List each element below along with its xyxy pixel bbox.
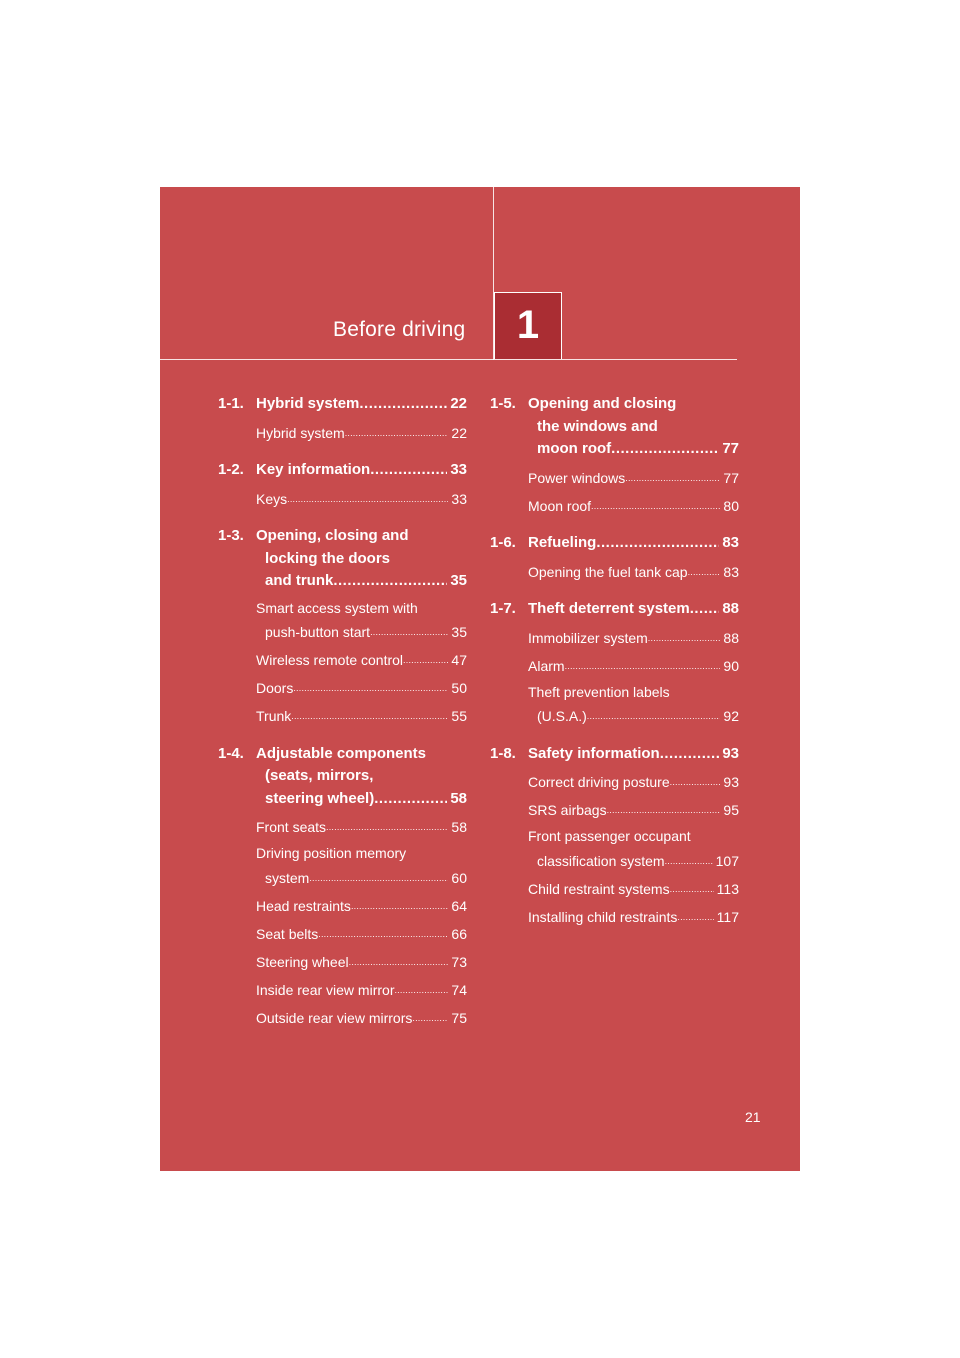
section-heading[interactable] [490, 393, 739, 461]
toc-item-line-text: Hybrid system [256, 424, 345, 441]
page-ref: 35 [451, 624, 467, 640]
section-title-line-text: Refueling [528, 534, 597, 551]
leader-dots [345, 420, 449, 445]
toc-column-left [218, 393, 467, 1044]
section-title-line[interactable] [528, 532, 739, 555]
toc-section [490, 743, 739, 929]
toc-item[interactable] [256, 1005, 467, 1030]
section-heading[interactable] [218, 459, 467, 482]
page-ref: 22 [451, 424, 467, 441]
page-ref: 77 [722, 440, 739, 457]
section-title-line-text: moon roof [537, 440, 612, 457]
section-title-line[interactable] [256, 393, 467, 416]
section-title [256, 459, 467, 482]
toc-item-line[interactable] [528, 904, 739, 929]
page-ref: 92 [723, 708, 739, 724]
page-ref: 58 [450, 789, 467, 807]
toc-item-line[interactable] [528, 797, 739, 822]
section-items [218, 597, 467, 728]
toc-item[interactable] [256, 597, 467, 644]
leader-dots [326, 814, 448, 839]
leader-dots [648, 625, 721, 650]
toc-item-line[interactable] [528, 465, 739, 490]
section-title-line[interactable] [528, 438, 739, 461]
toc-item-line-text: Opening the fuel tank cap [528, 563, 688, 580]
leader-dots [690, 598, 720, 621]
toc-item-line-text: Steering wheel [256, 953, 349, 970]
toc-item-line-text: Head restraints [256, 897, 351, 914]
page-ref: 73 [451, 953, 467, 970]
toc-item-line[interactable] [528, 559, 739, 584]
toc-item-line[interactable] [256, 865, 467, 890]
section-items [218, 814, 467, 1029]
page-ref: 58 [451, 819, 467, 835]
section-title-line-text: Theft deterrent system [528, 600, 690, 617]
section-title-line: (seats, mirrors, [265, 767, 374, 784]
section-title-line[interactable] [256, 459, 467, 482]
toc-item[interactable] [528, 769, 739, 794]
toc-item-line-text: system [265, 869, 310, 886]
toc-section [490, 598, 739, 728]
page-ref: 74 [451, 981, 467, 998]
section-items [490, 465, 739, 518]
toc-item-line[interactable] [256, 1005, 467, 1030]
page-ref: 33 [450, 461, 467, 478]
section-title-line[interactable] [528, 743, 739, 766]
page-ref: 107 [715, 852, 739, 869]
section-number: 1-5. [490, 395, 516, 412]
toc-section [218, 393, 467, 444]
section-number: 1-7. [490, 600, 516, 617]
page-ref: 75 [451, 1009, 467, 1026]
page-ref: 80 [723, 497, 739, 514]
toc-item-line-text: classification system [537, 852, 665, 869]
toc-item[interactable] [256, 842, 467, 889]
section-number: 1-6. [490, 534, 516, 551]
toc-section [490, 393, 739, 517]
page-ref: 47 [451, 652, 467, 668]
toc-item-line-text: Child restraint systems [528, 880, 670, 897]
toc-column-right [490, 393, 739, 943]
leader-dots [565, 653, 721, 678]
section-number: 1-2. [218, 461, 244, 478]
toc-item-line[interactable] [256, 619, 467, 644]
toc-item-line-text: Power windows [528, 469, 626, 486]
toc-item-line[interactable] [528, 769, 739, 794]
chapter-title: Before driving [333, 318, 466, 341]
section-items [490, 559, 739, 584]
leader-dots [625, 465, 720, 490]
toc-item-line: Theft prevention labels [528, 683, 670, 700]
toc-section [490, 532, 739, 583]
toc-item-line-text: Wireless remote control [256, 652, 404, 668]
toc-item-line[interactable] [256, 814, 467, 839]
leader-dots [596, 532, 719, 555]
toc-item-line[interactable] [528, 848, 739, 873]
toc-item[interactable] [256, 949, 467, 974]
leader-dots [688, 559, 721, 584]
toc-item[interactable] [256, 420, 467, 445]
page-ref: 93 [722, 744, 739, 762]
page-ref: 64 [451, 897, 467, 914]
section-number: 1-8. [490, 744, 516, 762]
section-number: 1-4. [218, 744, 244, 762]
toc-item[interactable] [528, 681, 739, 728]
page-ref: 113 [716, 880, 739, 897]
section-title-line-text: steering wheel) [265, 789, 375, 807]
section-number: 1-3. [218, 527, 244, 544]
toc-item-line-text: Outside rear view mirrors [256, 1009, 413, 1026]
section-title-line: the windows and [537, 417, 658, 435]
toc-item-line[interactable] [528, 653, 739, 678]
toc-section [218, 459, 467, 510]
toc-item[interactable] [528, 904, 739, 929]
section-title-line: locking the doors [265, 549, 391, 567]
page-ref: 66 [451, 925, 467, 942]
toc-item-line-text: (U.S.A.) [537, 708, 587, 724]
leader-dots [318, 921, 448, 946]
leader-dots [677, 904, 713, 929]
toc-item[interactable] [256, 893, 467, 918]
section-items [490, 625, 739, 728]
section-title-line: Opening, closing and [256, 527, 409, 544]
section-heading[interactable] [218, 743, 467, 811]
section-title-line-text: Key information [256, 461, 371, 478]
section-title [528, 743, 739, 766]
section-title [256, 393, 467, 416]
toc-item-line[interactable] [256, 893, 467, 918]
leader-dots [351, 893, 448, 918]
toc-item[interactable] [528, 465, 739, 490]
toc-item[interactable] [256, 703, 467, 728]
toc-item[interactable] [528, 797, 739, 822]
section-heading[interactable] [490, 532, 739, 555]
toc-item-line[interactable] [256, 703, 467, 728]
toc-item[interactable] [528, 559, 739, 584]
toc-item[interactable] [256, 921, 467, 946]
section-heading[interactable] [218, 393, 467, 416]
leader-dots [412, 1005, 448, 1030]
toc-item-line[interactable] [256, 647, 467, 672]
toc-item[interactable] [528, 876, 739, 901]
page-ref: 83 [723, 563, 739, 580]
leader-dots [333, 570, 447, 593]
toc-item-line-text: Trunk [256, 708, 292, 724]
section-title-line-text: Safety information [528, 744, 660, 762]
page-ref: 95 [723, 802, 739, 818]
toc-item-line-text: Front seats [256, 819, 327, 835]
toc-item[interactable] [528, 653, 739, 678]
toc-item[interactable] [528, 493, 739, 518]
toc-item-line[interactable] [256, 949, 467, 974]
leader-dots [309, 865, 448, 890]
page-ref: 22 [450, 395, 467, 412]
toc-item-line-text: Installing child restraints [528, 908, 678, 925]
toc-item-line-text: push-button start [265, 624, 371, 640]
toc-item-line-text: SRS airbags [528, 802, 607, 818]
section-title [528, 393, 739, 461]
leader-dots [660, 743, 720, 766]
leader-dots [291, 703, 448, 728]
section-heading[interactable] [218, 525, 467, 593]
page-ref: 77 [723, 469, 739, 486]
section-title [256, 525, 467, 593]
leader-dots [591, 493, 720, 518]
section-items [490, 769, 739, 928]
leader-dots [370, 619, 448, 644]
toc-item-line[interactable] [256, 921, 467, 946]
chapter-number-badge [494, 292, 562, 359]
page-ref: 117 [716, 908, 739, 925]
toc-item[interactable] [256, 814, 467, 839]
leader-dots [394, 977, 448, 1002]
page-ref: 88 [722, 600, 739, 617]
section-title-line[interactable] [256, 788, 467, 811]
page-ref: 83 [722, 534, 739, 551]
toc-item-line[interactable] [256, 675, 467, 700]
toc-item[interactable] [256, 486, 467, 511]
toc-item-line[interactable] [528, 876, 739, 901]
section-number: 1-1. [218, 395, 244, 412]
section-title-line[interactable] [528, 598, 739, 621]
toc-item-line-text: Moon roof [528, 497, 592, 514]
toc-section [218, 743, 467, 1030]
leader-dots [359, 393, 447, 416]
section-title [528, 598, 739, 621]
toc-item[interactable] [528, 625, 739, 650]
section-title [528, 532, 739, 555]
toc-item-line-text: Correct driving posture [528, 774, 670, 790]
leader-dots [293, 675, 448, 700]
leader-dots [374, 788, 447, 811]
leader-dots [403, 647, 448, 672]
page-ref: 33 [451, 490, 467, 507]
leader-dots [587, 703, 721, 728]
page-ref: 35 [450, 572, 467, 589]
leader-dots [611, 438, 719, 461]
toc-item-line-text: Keys [256, 490, 288, 507]
section-title-line: Opening and closing [528, 395, 677, 412]
leader-dots [370, 459, 447, 482]
page-number: 21 [745, 1109, 761, 1125]
leader-dots [287, 486, 448, 511]
toc-item-line-text: Seat belts [256, 925, 319, 942]
page-ref: 60 [451, 869, 467, 886]
toc-item-line[interactable] [256, 977, 467, 1002]
section-title [256, 743, 467, 811]
section-title-line-text: and trunk [265, 572, 334, 589]
toc-item[interactable] [256, 675, 467, 700]
leader-dots [349, 949, 449, 974]
toc-item-line-text: Immobilizer system [528, 629, 648, 646]
toc-item-line: Driving position memory [256, 845, 407, 861]
toc-item-line[interactable] [528, 625, 739, 650]
leader-dots [607, 797, 721, 822]
toc-item[interactable] [528, 825, 739, 872]
page-ref: 90 [723, 657, 739, 674]
page-ref: 93 [723, 774, 739, 790]
leader-dots [670, 769, 721, 794]
toc-item[interactable] [256, 647, 467, 672]
section-title-line-text: Hybrid system [256, 395, 360, 412]
page-ref: 50 [451, 680, 467, 696]
chapter-number: 1 [516, 303, 540, 347]
toc-item-line-text: Alarm [528, 657, 565, 674]
section-title-line[interactable] [256, 570, 467, 593]
toc-item-line[interactable] [528, 703, 739, 728]
section-title-line: Adjustable components [256, 744, 427, 762]
toc-item[interactable] [256, 977, 467, 1002]
toc-item-line-text: Inside rear view mirror [256, 981, 395, 998]
section-heading[interactable] [490, 743, 739, 766]
page-ref: 88 [723, 629, 739, 646]
page-ref: 55 [451, 708, 467, 724]
toc-section [218, 525, 467, 728]
toc-item-line: Smart access system with [256, 599, 418, 616]
toc-item-line[interactable] [256, 420, 467, 445]
toc-item-line: Front passenger occupant [528, 828, 691, 844]
section-items [218, 420, 467, 445]
toc-item-line[interactable] [256, 486, 467, 511]
toc-item-line[interactable] [528, 493, 739, 518]
leader-dots [670, 876, 714, 901]
toc-item-line-text: Doors [256, 680, 294, 696]
divider-horizontal [160, 359, 737, 360]
section-heading[interactable] [490, 598, 739, 621]
section-items [218, 486, 467, 511]
leader-dots [665, 848, 713, 873]
